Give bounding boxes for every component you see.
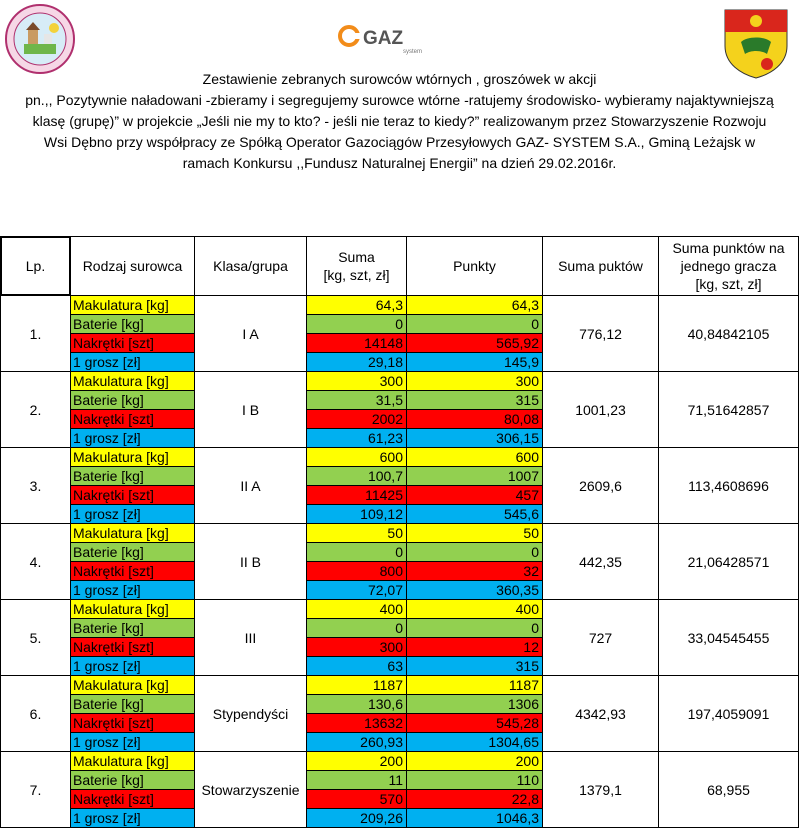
- header-na-gracza-line2: jednego gracza: [680, 258, 777, 274]
- cell-punkty: 0: [407, 543, 543, 562]
- cell-punkty: 64,3: [407, 296, 543, 315]
- cell-suma-punktow: 727: [543, 600, 659, 676]
- cell-lp: 1.: [1, 296, 71, 372]
- cell-material-grosz: 1 grosz [zł]: [71, 353, 195, 372]
- cell-material-makulatura: Makulatura [kg]: [71, 448, 195, 467]
- cell-suma: 260,93: [307, 733, 407, 752]
- cell-lp: 5.: [1, 600, 71, 676]
- header-suma-puktow: Suma puktów: [543, 237, 659, 296]
- association-logo: [4, 4, 76, 74]
- cell-klasa: Stowarzyszenie: [195, 752, 307, 828]
- header-punkty: Punkty: [407, 237, 543, 296]
- cell-material-makulatura: Makulatura [kg]: [71, 752, 195, 771]
- cell-suma: 2002: [307, 410, 407, 429]
- table-row: [1, 448, 799, 467]
- cell-klasa: II A: [195, 448, 307, 524]
- cell-suma: 130,6: [307, 695, 407, 714]
- table-row: [1, 752, 799, 771]
- cell-suma: 64,3: [307, 296, 407, 315]
- table-row: [1, 676, 799, 695]
- cell-punkty: 50: [407, 524, 543, 543]
- title-line: ramach Konkursu ,,Fundusz Naturalnej Energii” na dzień 29.02.2016r.: [182, 155, 617, 171]
- cell-material-makulatura: Makulatura [kg]: [71, 296, 195, 315]
- cell-lp: 6.: [1, 676, 71, 752]
- cell-material-nakretki: Nakrętki [szt]: [71, 410, 195, 429]
- header-suma-unit: [kg, szt, zł]: [323, 267, 390, 283]
- cell-punkty: 110: [407, 771, 543, 790]
- cell-na-gracza: 71,51642857: [659, 372, 799, 448]
- cell-punkty: 1306: [407, 695, 543, 714]
- table-header-row: [1, 237, 799, 296]
- cell-material-makulatura: Makulatura [kg]: [71, 600, 195, 619]
- cell-klasa: II B: [195, 524, 307, 600]
- cell-suma-punktow: 442,35: [543, 524, 659, 600]
- cell-klasa: III: [195, 600, 307, 676]
- cell-suma: 14148: [307, 334, 407, 353]
- cell-suma-punktow: 1001,23: [543, 372, 659, 448]
- cell-suma: 50: [307, 524, 407, 543]
- cell-suma: 300: [307, 372, 407, 391]
- cell-material-baterie: Baterie [kg]: [71, 695, 195, 714]
- cell-suma: 29,18: [307, 353, 407, 372]
- table-row: [1, 524, 799, 543]
- cell-material-makulatura: Makulatura [kg]: [71, 676, 195, 695]
- cell-suma: 0: [307, 315, 407, 334]
- cell-material-makulatura: Makulatura [kg]: [71, 372, 195, 391]
- title-line: Wsi Dębno przy współpracy ze Spółką Operator Gazociągów Przesyłowych GAZ- SYSTEM S.A., Gminą Leżajsk w: [43, 134, 756, 150]
- title-line: klasę (grupę)” w projekcie „Jeśli nie my to kto? - jeśli nie teraz to kiedy?” realizowanym przez Stowarzyszenie Rozwoju: [32, 113, 767, 129]
- cell-material-grosz: 1 grosz [zł]: [71, 581, 195, 600]
- cell-suma: 600: [307, 448, 407, 467]
- cell-klasa: I B: [195, 372, 307, 448]
- cell-suma: 11425: [307, 486, 407, 505]
- results-table: [0, 236, 799, 828]
- cell-material-nakretki: Nakrętki [szt]: [71, 638, 195, 657]
- cell-klasa: I A: [195, 296, 307, 372]
- cell-material-makulatura: Makulatura [kg]: [71, 524, 195, 543]
- cell-suma: 100,7: [307, 467, 407, 486]
- title-line: pn.,, Pozytywnie naładowani -zbieramy i segregujemy surowce wtórne -ratujemy środowisko- wybieramy najaktywniejszą: [25, 92, 774, 108]
- cell-na-gracza: 33,04545455: [659, 600, 799, 676]
- header-suma-line: Suma: [338, 249, 375, 265]
- cell-suma-punktow: 1379,1: [543, 752, 659, 828]
- cell-lp: 7.: [1, 752, 71, 828]
- cell-punkty: 1007: [407, 467, 543, 486]
- cell-suma: 570: [307, 790, 407, 809]
- cell-lp: 2.: [1, 372, 71, 448]
- cell-suma: 800: [307, 562, 407, 581]
- table-row: [1, 600, 799, 619]
- cell-material-grosz: 1 grosz [zł]: [71, 809, 195, 828]
- cell-punkty: 360,35: [407, 581, 543, 600]
- cell-material-baterie: Baterie [kg]: [71, 771, 195, 790]
- cell-suma: 72,07: [307, 581, 407, 600]
- cell-na-gracza: 21,06428571: [659, 524, 799, 600]
- cell-punkty: 200: [407, 752, 543, 771]
- cell-klasa: Stypendyści: [195, 676, 307, 752]
- gaz-logo-subtext: system: [403, 49, 423, 55]
- cell-na-gracza: 113,4608696: [659, 448, 799, 524]
- cell-punkty: 12: [407, 638, 543, 657]
- gaz-logo-text: GAZ: [363, 28, 404, 49]
- cell-material-grosz: 1 grosz [zł]: [71, 733, 195, 752]
- cell-punkty: 1046,3: [407, 809, 543, 828]
- cell-punkty: 457: [407, 486, 543, 505]
- cell-na-gracza: 197,4059091: [659, 676, 799, 752]
- cell-punkty: 80,08: [407, 410, 543, 429]
- cell-suma: 31,5: [307, 391, 407, 410]
- cell-suma: 300: [307, 638, 407, 657]
- table-body: [1, 296, 799, 828]
- cell-punkty: 545,6: [407, 505, 543, 524]
- cell-punkty: 0: [407, 619, 543, 638]
- cell-material-baterie: Baterie [kg]: [71, 619, 195, 638]
- cell-punkty: 315: [407, 657, 543, 676]
- cell-material-nakretki: Nakrętki [szt]: [71, 334, 195, 353]
- cell-suma: 13632: [307, 714, 407, 733]
- gaz-system-logo: [333, 20, 433, 60]
- cell-punkty: 0: [407, 315, 543, 334]
- cell-material-baterie: Baterie [kg]: [71, 543, 195, 562]
- cell-suma-punktow: 776,12: [543, 296, 659, 372]
- header-rodzaj: Rodzaj surowca: [71, 237, 195, 296]
- cell-material-nakretki: Nakrętki [szt]: [71, 714, 195, 733]
- document-title: [0, 69, 799, 174]
- cell-punkty: 300: [407, 372, 543, 391]
- header-suma: [307, 237, 407, 296]
- title-line: Zestawienie zebranych surowców wtórnych , groszówek w akcji: [202, 71, 597, 87]
- table-row: [1, 372, 799, 391]
- cell-punkty: 600: [407, 448, 543, 467]
- cell-suma: 1187: [307, 676, 407, 695]
- cell-punkty: 32: [407, 562, 543, 581]
- header-na-gracza-unit: [kg, szt, zł]: [695, 276, 762, 292]
- header-na-gracza-line1: Suma punktów na: [672, 240, 785, 256]
- cell-punkty: 565,92: [407, 334, 543, 353]
- cell-material-grosz: 1 grosz [zł]: [71, 657, 195, 676]
- cell-punkty: 1187: [407, 676, 543, 695]
- cell-material-nakretki: Nakrętki [szt]: [71, 486, 195, 505]
- cell-material-baterie: Baterie [kg]: [71, 391, 195, 410]
- header-klasa: Klasa/grupa: [195, 237, 307, 296]
- cell-suma: 400: [307, 600, 407, 619]
- cell-suma: 109,12: [307, 505, 407, 524]
- cell-punkty: 315: [407, 391, 543, 410]
- cell-punkty: 545,28: [407, 714, 543, 733]
- cell-punkty: 145,9: [407, 353, 543, 372]
- header-lp: Lp.: [1, 237, 71, 296]
- cell-material-baterie: Baterie [kg]: [71, 315, 195, 334]
- cell-punkty: 306,15: [407, 429, 543, 448]
- cell-punkty: 1304,65: [407, 733, 543, 752]
- cell-suma: 11: [307, 771, 407, 790]
- header-na-gracza: [659, 237, 799, 296]
- cell-lp: 3.: [1, 448, 71, 524]
- cell-material-grosz: 1 grosz [zł]: [71, 429, 195, 448]
- cell-na-gracza: 68,955: [659, 752, 799, 828]
- cell-suma: 200: [307, 752, 407, 771]
- cell-suma: 0: [307, 619, 407, 638]
- cell-suma: 209,26: [307, 809, 407, 828]
- cell-material-baterie: Baterie [kg]: [71, 467, 195, 486]
- cell-suma-punktow: 2609,6: [543, 448, 659, 524]
- table-row: [1, 296, 799, 315]
- cell-punkty: 22,8: [407, 790, 543, 809]
- cell-suma-punktow: 4342,93: [543, 676, 659, 752]
- cell-material-nakretki: Nakrętki [szt]: [71, 562, 195, 581]
- cell-lp: 4.: [1, 524, 71, 600]
- cell-suma: 63: [307, 657, 407, 676]
- cell-material-nakretki: Nakrętki [szt]: [71, 790, 195, 809]
- cell-na-gracza: 40,84842105: [659, 296, 799, 372]
- cell-punkty: 400: [407, 600, 543, 619]
- cell-material-grosz: 1 grosz [zł]: [71, 505, 195, 524]
- cell-suma: 61,23: [307, 429, 407, 448]
- cell-suma: 0: [307, 543, 407, 562]
